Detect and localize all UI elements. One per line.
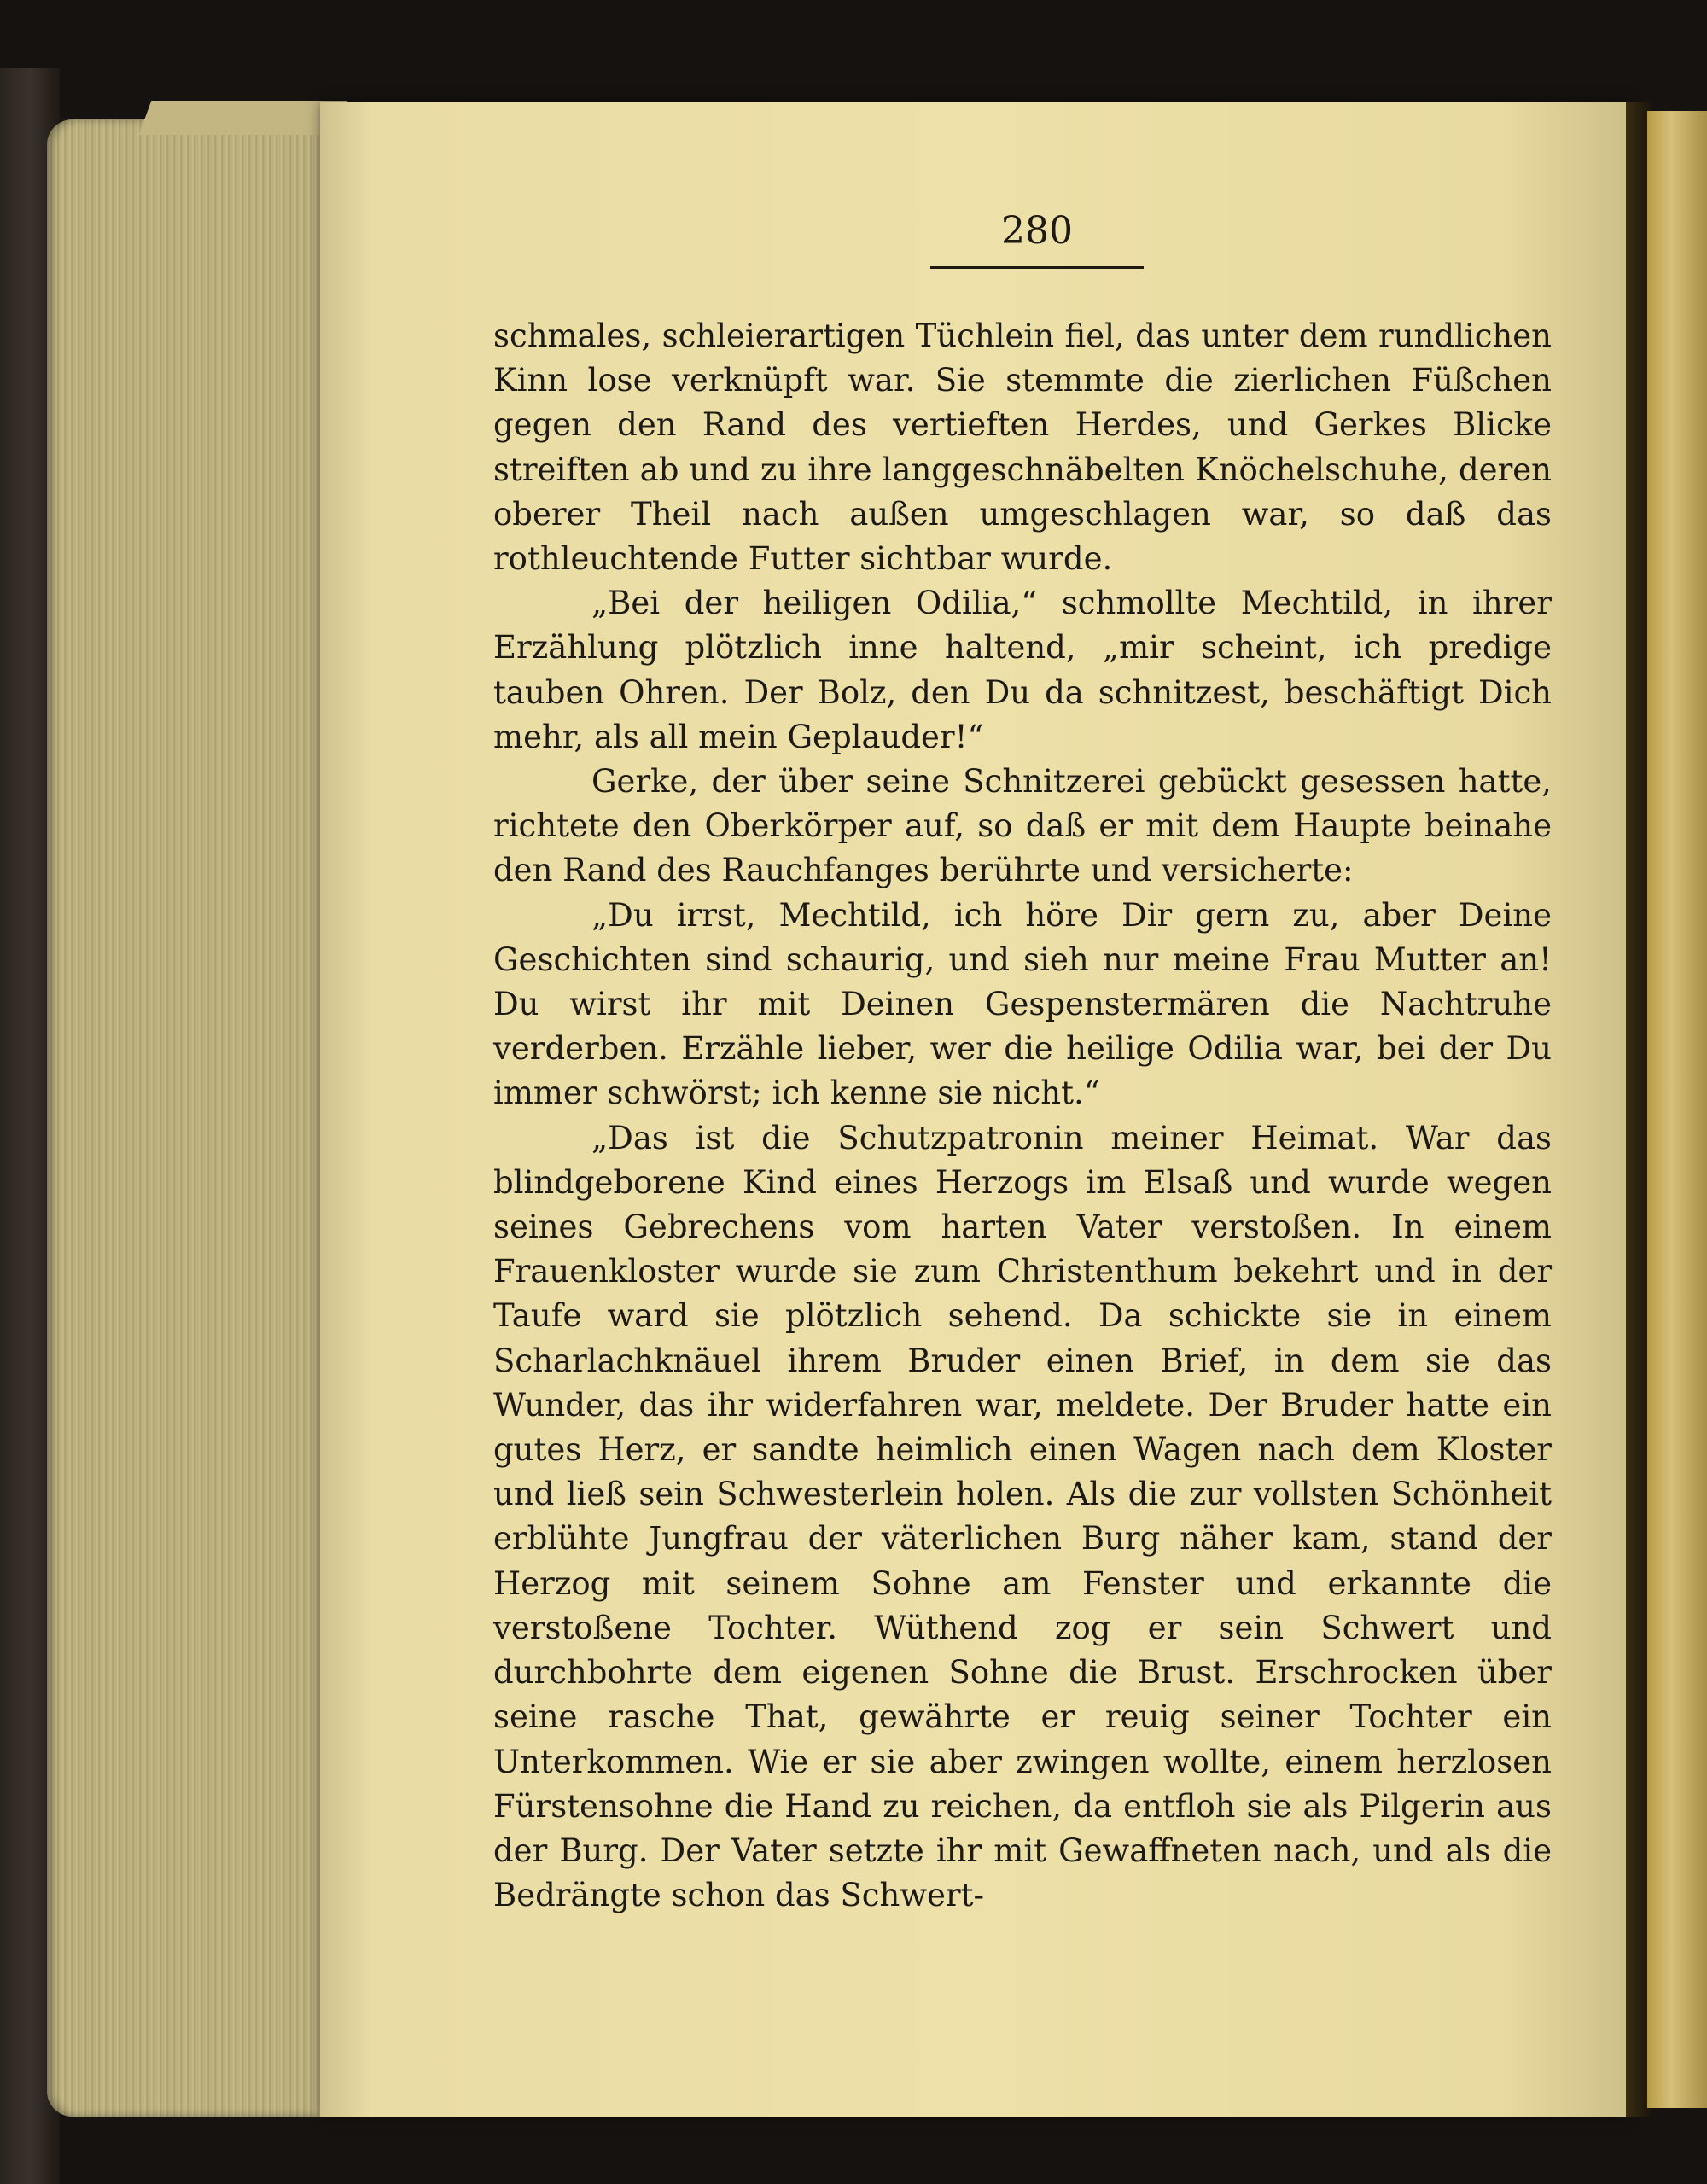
page-block-edge: [47, 119, 329, 2117]
body-text: [493, 314, 1552, 1918]
facing-page-edge: [1647, 111, 1707, 2108]
paragraph: „Das ist die Schutzpatronin meiner Heimat. War das blindgeborene Kind eines Herzogs im Elsaß und wurde wegen seines Gebrechens vom harten Vater verstoßen. In einem Frauenkloster wurde sie zum Christenthum bekehrt und in der Taufe ward sie plötzlich sehend. Da schickte sie in einem Scharlachknäuel ihrem Bruder einen Brief, in dem sie das Wunder, das ihr widerfahren war, meldete. Der Bruder hatte ein gutes Herz, er sandte heimlich einen Wagen nach dem Kloster und ließ sein Schwesterlein holen. Als die zur vollsten Schönheit erblühte Jungfrau der väterlichen Burg näher kam, stand der Herzog mit seinem Sohne am Fenster und erkannte die verstoßene Tochter. Wüthend zog er sein Schwert und durchbohrte dem eigenen Sohne die Brust. Erschrocken über seine rasche That, gewährte er reuig seiner Tochter ein Unterkommen. Wie er sie aber zwingen wollte, einem herzlosen Fürstensohne die Hand zu reichen, da entfloh sie als Pilgerin aus der Burg. Der Vater setzte ihr mit Gewaffneten nach, und als die Bedrängte schon das Schwert-: [493, 1119, 1552, 1914]
paragraph: schmales, schleierartigen Tüchlein fiel, das unter dem rundlichen Kinn lose verknüpft war. Sie stemmte die zierlichen Füßchen gegen den Rand des vertieften Herdes, und Gerkes Blicke streiften ab und zu ihre langgeschnäbelten Knöchelschuhe, deren oberer Theil nach außen umgeschlagen war, so daß das rothleuchtende Futter sichtbar wurde.: [493, 317, 1552, 578]
page-number: 280: [1001, 209, 1073, 253]
page-block-top: [139, 101, 348, 135]
paragraph: „Du irrst, Mechtild, ich höre Dir gern zu, aber Deine Geschichten sind schaurig, und sieh nur meine Frau Mutter an! Du wirst ihr mit Deinen Gespenstermären die Nachtruhe verderben. Erzähle lieber, wer die heilige Odilia war, bei der Du immer schwörst; ich kenne sie nicht.“: [493, 896, 1552, 1112]
paragraph: Gerke, der über seine Schnitzerei gebückt gesessen hatte, richtete den Oberkörper auf, so daß er mit dem Haupte beinahe den Rand des Rauchfanges berührte und versicherte:: [493, 763, 1552, 889]
header-rule: [930, 266, 1144, 269]
paragraph: „Bei der heiligen Odilia,“ schmollte Mechtild, in ihrer Erzählung plötzlich inne haltend, „mir scheint, ich predige tauben Ohren. Der Bolz, den Du da schnitzest, beschäftigt Dich mehr, als all mein Geplauder!“: [493, 585, 1552, 755]
